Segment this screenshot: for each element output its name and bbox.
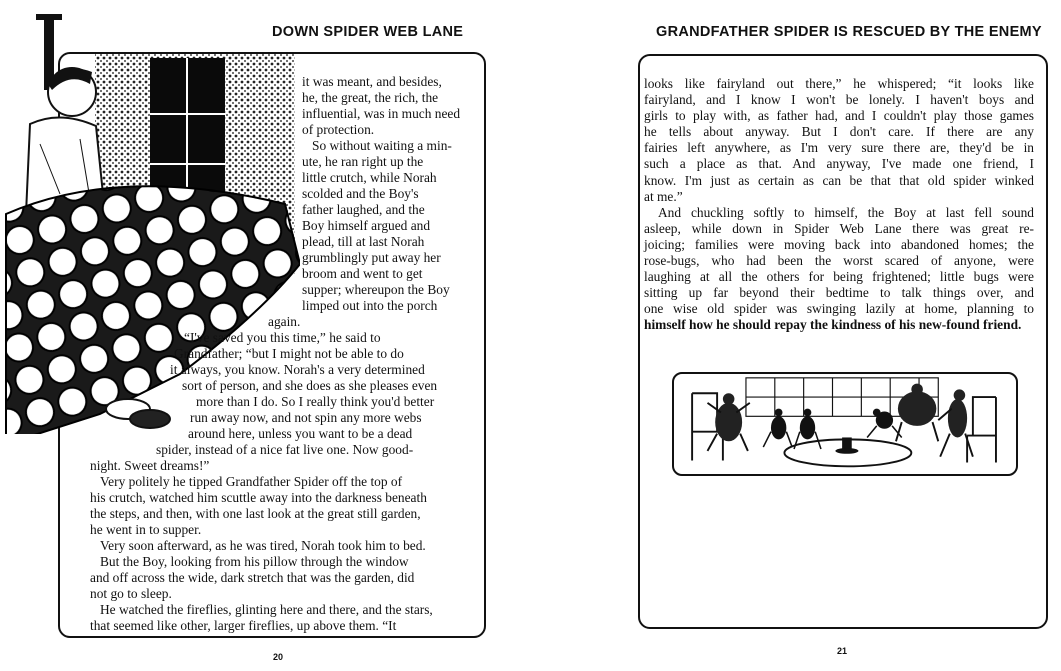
text-line: grumblingly put away her [302,250,441,265]
right-text-column [644,76,1034,334]
bugs-party-illustration [672,372,1018,476]
text-line: it was meant, and besides, [302,74,442,89]
text-line: of protection. [302,122,375,137]
left-running-head: DOWN SPIDER WEB LANE [272,24,464,40]
text-line: plead, till at last Norah [302,234,425,249]
right-page [530,0,1061,671]
text-line: And chuckling softly to himself, the Boy at last fell sound [658,204,1034,220]
text-line: rose-bugs, who had been the worst scared of anyone, were [644,253,1034,269]
text-line: ute, he ran right up the [302,154,424,169]
text-line: one wise old spider was swinging lazily at home, planning to [644,301,1034,317]
text-line: fairyland, and I know I won't be lonely. I haven't boys and [644,92,1034,108]
text-line: father laughed, and the [302,202,425,217]
text-line: scolded and the Boy's [302,186,419,201]
text-line: asleep, while down in Spider Web Lane there was great re- [644,220,1034,236]
text-line: sort of person, and she does as she pleases even [182,378,438,393]
text-line: at me.” [644,188,683,204]
left-page [0,0,505,671]
text-line: not go to sleep. [90,586,172,601]
text-line: Very soon afterward, as he was tired, Norah took him to bed. [100,538,426,553]
text-line: the steps, and then, with one last look at the great still garden, [90,506,421,521]
text-line: and off across the wide, dark stretch that was the garden, did [90,570,415,585]
text-line: Boy himself argued and [302,218,431,233]
text-line: again. [268,314,301,329]
text-line: looks like fairyland out there,” he whispered; “it looks like [644,76,1034,91]
text-line: he tells about anyway. But I don't care. If there are any [644,124,1034,140]
text-line: that seemed like other, larger fireflies, up above them. “It [90,618,397,633]
text-line: night. Sweet dreams!” [90,458,210,473]
text-line: But the Boy, looking from his pillow through the window [100,554,409,569]
text-line: supper; whereupon the Boy [302,282,450,297]
text-line: his crutch, watched him scuttle away into the darkness beneath [90,490,427,505]
text-line: fairies left anywhere, as I'm very sure there are, they'd be in [644,140,1034,156]
text-line: Grandfather; “but I might not be able to do [174,346,404,361]
text-line: himself how he should repay the kindness of his new-found friend. [644,317,1022,333]
text-line: sitting up far beyond their bedtime to talk things over, and [644,285,1034,301]
text-line: joicing; families were moving back into abandoned homes; the [644,236,1034,252]
text-line: around here, unless you want to be a dead [188,426,413,441]
text-line: run away now, and not spin any more webs [190,410,422,425]
text-line: spider, instead of a nice fat live one. Now good- [156,442,414,457]
text-line: broom and went to get [302,266,423,281]
slippers [106,399,170,428]
text-line: girls to play with, as father had, and I couldn't play those games [644,108,1034,124]
text-line: So without waiting a min- [312,138,452,153]
text-line: influential, was in much need [302,106,461,121]
text-line: it always, you know. Norah's a very determined [170,362,425,377]
text-line: Very politely he tipped Grandfather Spider off the top of [100,474,403,489]
text-line: laughing at all the others for being frightened; little bugs were [644,269,1034,285]
round-table [784,437,911,466]
text-line: he, the great, the rich, the [302,90,439,105]
text-line: such a place as that. And anyway, I've made one friend, I [644,156,1034,172]
right-running-head: GRANDFATHER SPIDER IS RESCUED BY THE ENEMY [656,24,1042,40]
text-line: He watched the fireflies, glinting here and there, and the stars, [100,602,433,617]
text-line: more than I do. So I really think you'd better [196,394,435,409]
text-line: “I've saved you this time,” he said to [184,330,381,345]
text-line: little crutch, while Norah [302,170,437,185]
left-page-number: 20 [273,652,284,662]
text-line: he went in to supper. [90,522,202,537]
beetle [708,393,750,451]
text-line: limped out into the porch [302,298,438,313]
right-page-number: 21 [837,646,848,656]
text-line: know. I'm just as certain as can be that that old spider winked [644,172,1034,188]
